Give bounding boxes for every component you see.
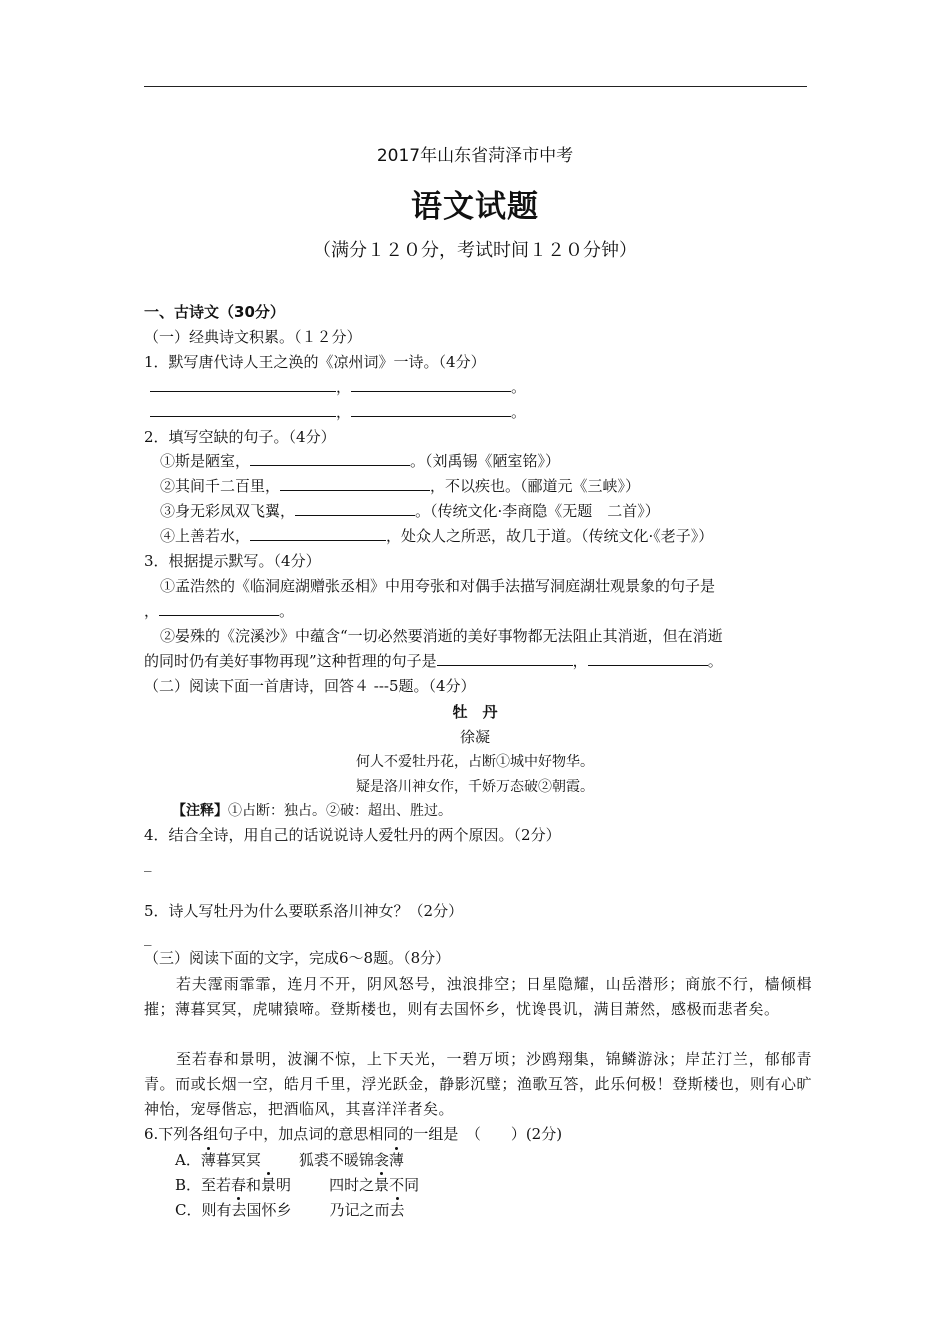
question-2c: ③身无彩凤双飞翼， 。（传统文化·李商隐《无题 二首》）	[160, 502, 660, 520]
poem-line-1: 何人不爱牡丹花，占断①城中好物华。	[356, 754, 594, 770]
exam-subtitle: （满分１２０分，考试时间１２０分钟）	[313, 240, 637, 261]
poem-author: 徐凝	[459, 728, 490, 746]
dotted-char: 薄	[200, 1151, 216, 1169]
blank[interactable]	[250, 451, 410, 466]
subsection-3: （三）阅读下面的文字，完成6～8题。（8分）	[144, 949, 451, 967]
question-6: 6.下列各组句子中，加点词的意思相同的一组是 （ ）(2分)	[144, 1125, 563, 1143]
blank[interactable]	[159, 601, 279, 616]
exam-title: 语文试题	[411, 189, 539, 225]
question-2d: ④上善若水， ，处众人之所恶，故几于道。（传统文化·《老子》）	[160, 527, 714, 545]
blank[interactable]	[295, 501, 415, 516]
question-3a-cont: ， 。	[144, 602, 295, 620]
question-3a: ①孟浩然的《临洞庭湖赠张丞相》中用夸张和对偶手法描写洞庭湖壮观景象的句子是	[160, 577, 716, 595]
poem-note: 【注释】①占断：独占。②破：超出、胜过。	[172, 803, 452, 819]
option-c[interactable]: C．则有去国怀乡 乃记之而去	[175, 1201, 405, 1219]
answer-mark-4[interactable]: _	[144, 854, 152, 872]
blank[interactable]	[250, 526, 386, 541]
dotted-char: 去	[389, 1201, 405, 1219]
blank[interactable]	[150, 377, 336, 392]
passage-paragraph-2: 至若春和景明，波澜不惊，上下天光，一碧万顷；沙鸥翔集，锦鳞游泳；岸芷汀兰，郁郁青青。而或长烟一空，皓月千里，浮光跃金，静影沉璧；渔歌互答，此乐何极！登斯楼也，则有心旷神怡，宠辱偕忘，把酒临风，其喜洋洋者矣。	[144, 1050, 812, 1118]
blank[interactable]	[437, 651, 573, 666]
answer-mark-5[interactable]: _	[144, 928, 152, 946]
question-3b-cont: 的同时仍有美好事物再现”这种哲理的句子是 ， 。	[144, 652, 723, 670]
question-1: 1．默写唐代诗人王之涣的《凉州词》一诗。（4分）	[144, 353, 486, 371]
dotted-char: 景	[374, 1176, 390, 1194]
dotted-char: 薄	[388, 1151, 404, 1169]
question-2b: ②其间千二百里， ，不以疾也。（郦道元《三峡》）	[160, 477, 641, 495]
dotted-char: 景	[261, 1176, 277, 1194]
section-heading-1: 一、古诗文（30分）	[144, 303, 285, 321]
option-b[interactable]: B．至若春和景明 四时之景不同	[175, 1176, 420, 1194]
question-3b: ②晏殊的《浣溪沙》中蕴含“一切必然要消逝的美好事物都无法阻止其消逝，但在消逝	[160, 627, 723, 645]
poem-title: 牡 丹	[452, 703, 498, 721]
blank[interactable]	[588, 651, 708, 666]
exam-source: 2017年山东省菏泽市中考	[376, 146, 574, 166]
answer-line-1: ， 。	[150, 377, 526, 397]
question-4: 4．结合全诗，用自己的话说说诗人爱牡丹的两个原因。（2分）	[144, 826, 561, 844]
blank[interactable]	[351, 377, 511, 392]
question-3: 3．根据提示默写。（4分）	[144, 552, 321, 570]
subsection-1: （一）经典诗文积累。（１２分）	[144, 328, 362, 346]
answer-line-2: ， 。	[150, 402, 526, 422]
header-rule	[144, 86, 807, 87]
poem-line-2: 疑是洛川神女作，千娇万态破②朝霞。	[356, 779, 594, 795]
passage-paragraph-1: 若夫霪雨霏霏，连月不开，阴风怒号，浊浪排空；日星隐耀，山岳潜形；商旅不行，樯倾楫摧；薄暮冥冥，虎啸猿啼。登斯楼也，则有去国怀乡，忧谗畏讥，满目萧然，感极而悲者矣。	[144, 975, 812, 1018]
question-2: 2．填写空缺的句子。（4分）	[144, 428, 336, 446]
question-5: 5．诗人写牡丹为什么要联系洛川神女？（2分）	[144, 902, 464, 920]
blank[interactable]	[351, 402, 511, 417]
blank[interactable]	[280, 476, 430, 491]
blank[interactable]	[150, 402, 336, 417]
question-2a: ①斯是陋室， 。（刘禹锡《陋室铭》）	[160, 452, 561, 470]
option-a[interactable]: A．薄暮冥冥 狐裘不暖锦衾薄	[175, 1151, 404, 1169]
subsection-2: （二）阅读下面一首唐诗，回答４ ---5题。（4分）	[144, 677, 476, 695]
dotted-char: 去	[231, 1201, 247, 1219]
